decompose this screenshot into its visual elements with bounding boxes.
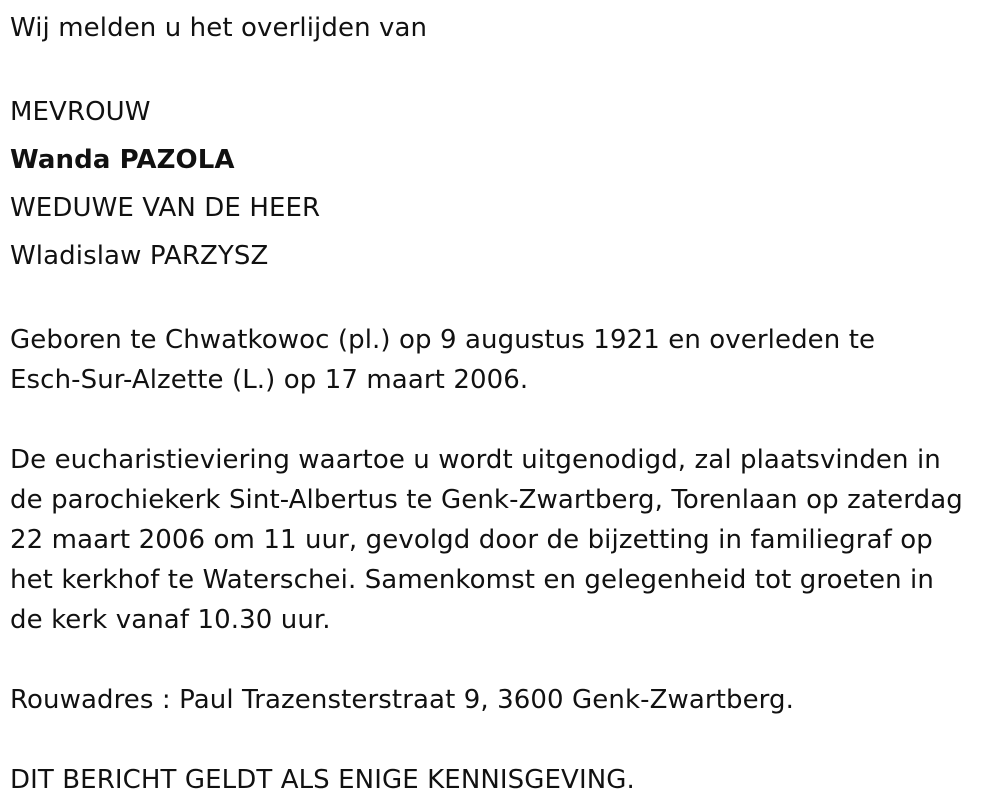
- ceremony-line: de kerk vanaf 10.30 uur.: [10, 605, 331, 635]
- spouse-name: Wladislaw PARZYSZ: [10, 241, 269, 271]
- ceremony-line: de parochiekerk Sint-Albertus te Genk-Zwartberg, Torenlaan op zaterdag: [10, 485, 963, 515]
- birth-line: Geboren te Chwatkowoc (pl.) op 9 augustus 1921 en overleden te: [10, 325, 876, 355]
- deceased-block: [10, 88, 1000, 280]
- honorific: MEVROUW: [10, 97, 151, 127]
- ceremony-line: De eucharistieviering waartoe u wordt uitgenodigd, zal plaatsvinden in: [10, 445, 941, 475]
- notice-statement: DIT BERICHT GELDT ALS ENIGE KENNISGEVING.: [10, 765, 635, 795]
- spacer: [10, 280, 1000, 320]
- widow-of-label: WEDUWE VAN DE HEER: [10, 193, 321, 223]
- deceased-name: Wanda PAZOLA: [10, 145, 235, 175]
- ceremony-line: 22 maart 2006 om 11 uur, gevolgd door de bijzetting in familiegraf op: [10, 525, 933, 555]
- mourning-address: Rouwadres : Paul Trazensterstraat 9, 3600 Genk-Zwartberg.: [10, 685, 794, 715]
- spacer: [10, 640, 1000, 680]
- spacer: [10, 720, 1000, 760]
- intro-text: Wij melden u het overlijden van: [10, 13, 428, 43]
- spacer: [10, 400, 1000, 440]
- spacer: [10, 48, 1000, 88]
- birth-line: Esch-Sur-Alzette (L.) op 17 maart 2006.: [10, 365, 529, 395]
- birth-death-paragraph: [10, 320, 1000, 400]
- ceremony-paragraph: [10, 440, 1000, 640]
- ceremony-line: het kerkhof te Waterschei. Samenkomst en gelegenheid tot groeten in: [10, 565, 934, 595]
